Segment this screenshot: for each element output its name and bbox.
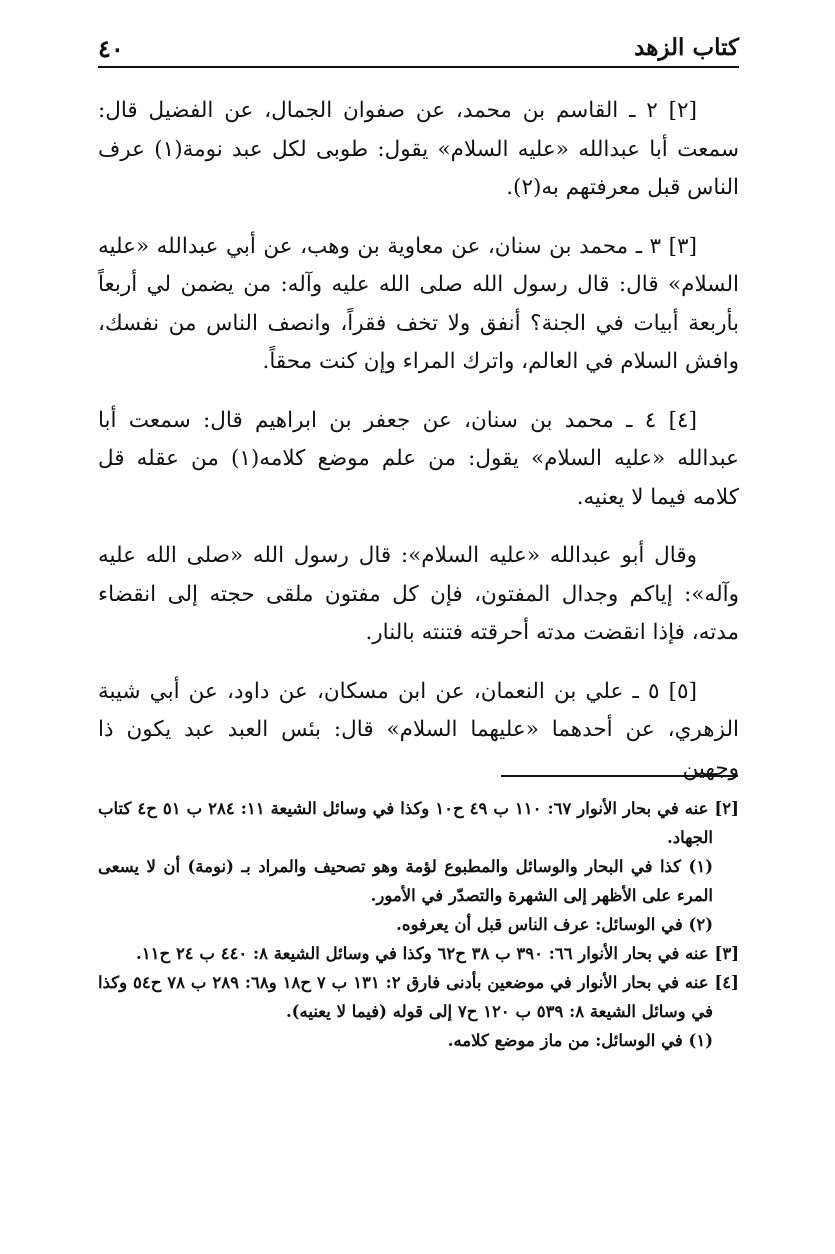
- hadith-paragraph-4-continued: وقال أبو عبدالله «عليه السلام»: قال رسول الله «صلى الله عليه وآله»: إياكم وجدال المفتون، فإن كل مفتون ملقى حجته إلى انقضاء مدته، فإذا انقضت مدته أحرقته فتنته بالنار.: [98, 543, 739, 645]
- footnote-4-note-1: (١) في الوسائل: من ماز موضع كلامه.: [447, 1031, 713, 1050]
- hadith-paragraph-2: [٢] ٢ ـ القاسم بن محمد، عن صفوان الجمال، عن الفضيل قال: سمعت أبا عبدالله «عليه السلام» يقول: طوبى لكل عبد نومة(١) عرف الناس قبل معرفتهم به(٢).: [98, 98, 739, 200]
- footnotes: [98, 794, 739, 1055]
- footnote-ref-3: [٣] عنه في بحار الأنوار ٦٦: ٣٩٠ ب ٣٨ ح٦٢ وكذا في وسائل الشيعة ٨: ٤٤٠ ب ٢٤ ح١١.: [136, 944, 739, 963]
- footnote-ref-4: [٤] عنه في بحار الأنوار في موضعين بأدنى فارق ٢: ١٣١ ب ٧ ح١٨ و٦٨: ٢٨٩ ب ٧٨ ح٥٤ وكذا في وسائل الشيعة ٨: ٥٣٩ ب ١٢٠ ح٧ إلى قوله (فيما لا يعنيه).: [98, 973, 739, 1021]
- running-header: [98, 32, 739, 68]
- footnote-2-note-1: (١) كذا في البحار والوسائل والمطبوع لؤمة وهو تصحيف والمراد بـ (نومة) أن لا يسعى المرء على الأظهر إلى الشهرة والتصدّر في الأمور.: [98, 857, 713, 905]
- hadith-paragraph-4: [٤] ٤ ـ محمد بن سنان، عن جعفر بن ابراهيم قال: سمعت أبا عبدالله «عليه السلام» يقول: من علم موضع كلامه(١) من عقله قل كلامه فيما لا يعنيه.: [98, 407, 739, 510]
- hadith-paragraph-5: [٥] ٥ ـ علي بن النعمان، عن ابن مسكان، عن داود، عن أبي شيبة الزهري، عن أحدهما «عليهما السلام» قال: بئس العبد عبد يكون ذا وجهين: [98, 678, 739, 781]
- page-number: ٤٠: [98, 34, 124, 63]
- footnote-2-note-2: (٢) في الوسائل: عرف الناس قبل أن يعرفوه.: [396, 915, 713, 934]
- footnote-separator: [501, 775, 738, 777]
- book-title: كتاب الزهد: [634, 34, 739, 61]
- main-text: [98, 92, 739, 808]
- hadith-paragraph-3: [٣] ٣ ـ محمد بن سنان، عن معاوية بن وهب، عن أبي عبدالله «عليه السلام» قال: قال رسول الله صلى الله عليه وآله: من يضمن لي أربعاً بأربعة أبيات في الجنة؟ أنفق ولا تخف فقراً، وانصف الناس من نفسك، وافش السلام في العالم، واترك المراء وإن كنت محقاً.: [98, 233, 739, 374]
- footnote-ref-2: [٢] عنه في بحار الأنوار ٦٧: ١١٠ ب ٤٩ ح١٠ وكذا في وسائل الشيعة ١١: ٢٨٤ ب ٥١ ح٤ كتاب الجهاد.: [98, 799, 739, 847]
